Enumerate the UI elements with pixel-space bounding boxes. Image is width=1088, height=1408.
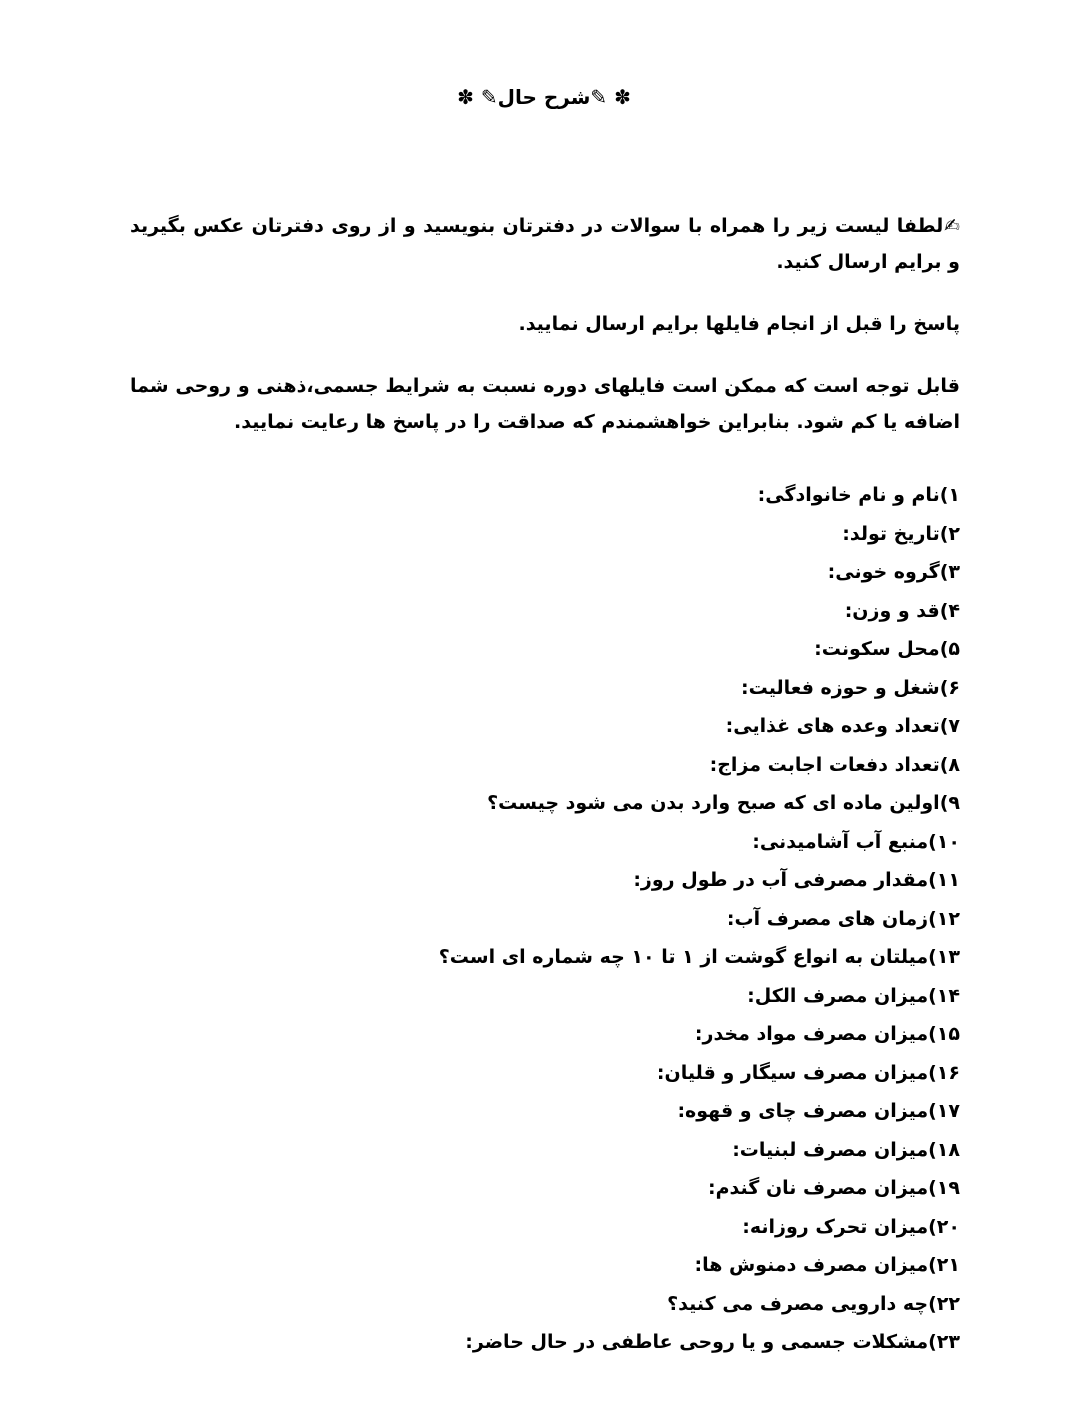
question-item: ۴)قد و وزن: xyxy=(844,599,960,622)
question-item: ۱۴)میزان مصرف الکل: xyxy=(747,984,960,1007)
question-item: ۲۰)میزان تحرک روزانه: xyxy=(742,1215,960,1238)
honesty-note-paragraph: قابل توجه است که ممکن است فایلهای دوره نسبت به شرایط جسمی،ذهنی و روحی شما اضافه یا کم شود. بنابراین خواهشمندم که صداقت را در پاسخ ها رعایت نمایید. xyxy=(130,375,960,433)
question-item: ۱۸)میزان مصرف لبنیات: xyxy=(732,1138,960,1161)
question-item: ۱۵)میزان مصرف مواد مخدر: xyxy=(694,1023,960,1045)
question-item: ۲۱)میزان مصرف دمنوش ها: xyxy=(694,1254,960,1276)
question-item: ۱۰)منبع آب آشامیدنی: xyxy=(752,830,960,853)
question-item: ۱۳)میلتان به انواع گوشت از ۱ تا ۱۰ چه شماره ای است؟ xyxy=(438,946,960,968)
page-title: ✽ ✎شرح حال✎ ✽ xyxy=(457,85,631,109)
question-item: ۳)گروه خونی: xyxy=(827,561,960,583)
question-item: ۲)تاریخ تولد: xyxy=(842,522,960,545)
question-item: ۱۶)میزان مصرف سیگار و قلیان: xyxy=(656,1061,960,1084)
question-item: ۸)تعداد دفعات اجابت مزاج: xyxy=(709,753,960,776)
question-item: ۱)نام و نام خانوادگی: xyxy=(757,484,960,506)
send-answers-paragraph: پاسخ را قبل از انجام فایلها برایم ارسال نمایید. xyxy=(518,313,960,335)
question-item: ۱۱)مقدار مصرفی آب در طول روز: xyxy=(633,869,960,891)
question-item: ۵)محل سکونت: xyxy=(814,638,960,660)
question-item: ۲۳)مشکلات جسمی و یا روحی عاطفی در حال حاضر: xyxy=(465,1331,960,1353)
instruction-paragraph: ✍لطفا لیست زیر را همراه با سوالات در دفترتان بنویسید و از روی دفترتان عکس بگیرید و برایم ارسال کنید. xyxy=(130,215,960,273)
question-list xyxy=(130,476,960,1362)
question-item: ۶)شغل و حوزه فعالیت: xyxy=(741,676,960,699)
question-item: ۱۷)میزان مصرف چای و قهوه: xyxy=(677,1100,960,1122)
intro-section xyxy=(130,208,960,440)
question-item: ۱۹)میزان مصرف نان گندم: xyxy=(708,1177,960,1199)
question-item: ۲۲)چه دارویی مصرف می کنید؟ xyxy=(667,1292,960,1315)
question-item: ۱۲)زمان های مصرف آب: xyxy=(726,907,960,930)
question-item: ۹)اولین ماده ای که صبح وارد بدن می شود چیست؟ xyxy=(487,792,960,814)
question-item: ۷)تعداد وعده های غذایی: xyxy=(725,715,960,737)
